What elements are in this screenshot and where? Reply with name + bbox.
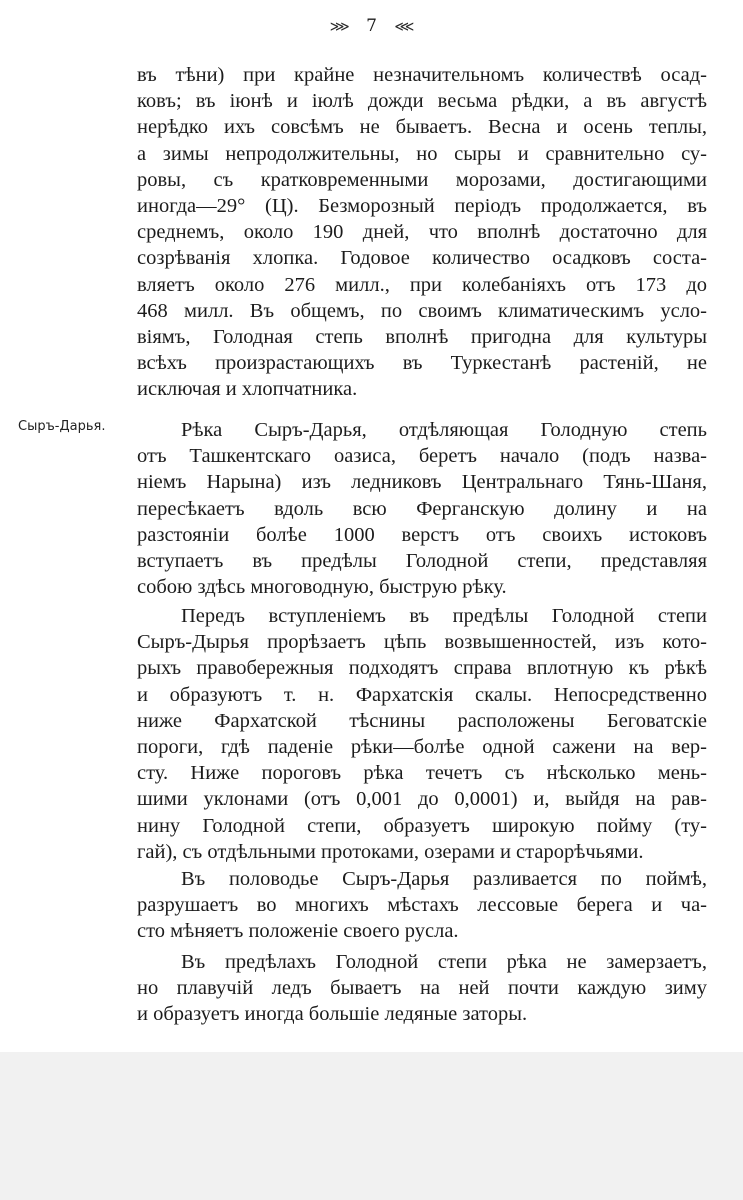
text-line: иногда—29° (Ц). Безморозный періодъ продолжается, въ: [137, 195, 707, 218]
paragraph-farkhat-rapids: [137, 603, 707, 865]
text-line: разрушаетъ во многихъ мѣстахъ лессовые берега и ча-: [137, 894, 707, 917]
ornament-right: ⋘: [394, 19, 414, 35]
paragraph-syr-darya-source: [137, 417, 707, 600]
paragraph-climate: [137, 62, 707, 403]
paragraph-ice: [137, 949, 707, 1028]
text-line: собою здѣсь многоводную, быструю рѣку.: [137, 576, 507, 599]
text-line: пороги, гдѣ паденіе рѣки—болѣе одной сажени на вер-: [137, 736, 707, 759]
text-line: шими уклонами (отъ 0,001 до 0,0001) и, выйдя на рав-: [137, 788, 707, 811]
text-line: Въ предѣлахъ Голодной степи рѣка не замерзаетъ,: [181, 951, 707, 973]
text-line: віямъ, Голодная степь вполнѣ пригодна для культуры: [137, 326, 707, 349]
text-line: всѣхъ произрастающихъ въ Туркестанѣ растеній, не: [137, 352, 707, 375]
text-line: вступаетъ въ предѣлы Голодной степи, представляя: [137, 550, 707, 573]
text-line: Рѣка Сыръ-Дарья, отдѣляющая Голодную степь: [181, 419, 707, 441]
text-line: Въ половодье Сыръ-Дарья разливается по поймѣ,: [181, 868, 707, 890]
text-line: пересѣкаетъ вдоль всю Ферганскую долину и на: [137, 497, 707, 520]
text-line: ниже Фархатской тѣснины расположены Беговатскіе: [137, 709, 707, 732]
page-number: 7: [366, 16, 377, 36]
text-line: среднемъ, около 190 дней, что вполнѣ достаточно для: [137, 221, 707, 244]
text-line: Сыръ-Дырья прорѣзаетъ цѣпь возвышенностей, изъ кото-: [137, 631, 707, 654]
text-line: гай), съ отдѣльными протоками, озерами и старорѣчьями.: [137, 840, 644, 863]
text-line: разстояніи болѣе 1000 верстъ отъ своихъ истоковъ: [137, 523, 707, 546]
text-line: исключая и хлопчатника.: [137, 378, 358, 401]
text-line: рыхъ правобережныя подходятъ справа вплотную къ рѣкѣ: [137, 657, 707, 680]
text-line: ровы, съ кратковременными морозами, достигающими: [137, 168, 707, 191]
text-line: ніемъ Нарына) изъ ледниковъ Центральнаго Тянь-Шаня,: [137, 471, 707, 494]
text-line: Передъ вступленіемъ въ предѣлы Голодной степи: [181, 605, 707, 627]
text-line: вляетъ около 276 милл., при колебаніяхъ отъ 173 до: [137, 273, 707, 296]
text-line: 468 милл. Въ общемъ, по своимъ климатическимъ усло-: [137, 299, 707, 322]
paragraph-flood: [137, 866, 707, 945]
text-line: отъ Ташкентскаго оазиса, беретъ начало (подъ назва-: [137, 445, 707, 468]
text-line: сту. Ниже пороговъ рѣка течетъ съ нѣсколько мень-: [137, 762, 707, 785]
page-header: [0, 14, 743, 39]
text-line: и образуетъ иногда большіе ледяные заторы.: [137, 1003, 528, 1026]
text-line: въ тѣни) при крайне незначительномъ количествѣ осад-: [137, 64, 707, 86]
text-line: сто мѣняетъ положеніе своего русла.: [137, 920, 459, 943]
text-line: а зимы непродолжительны, но сыры и сравнительно су-: [137, 142, 707, 165]
ornament-left: ⋙: [329, 19, 349, 35]
text-line: но плавучій ледъ бываетъ на ней почти каждую зиму: [137, 977, 707, 1000]
text-line: и образуютъ т. н. Фархатскія скалы. Непосредственно: [137, 683, 707, 706]
text-line: нерѣдко ихъ совсѣмъ не бываетъ. Весна и осень теплы,: [137, 116, 707, 139]
text-line: нину Голодной степи, образуетъ широкую пойму (ту-: [137, 814, 707, 837]
text-line: созрѣванія хлопка. Годовое количество осадковъ соста-: [137, 247, 707, 270]
text-line: ковъ; въ іюнѣ и іюлѣ дожди весьма рѣдки, а въ августѣ: [137, 90, 707, 113]
margin-note: Сыръ-Дарья.: [18, 419, 106, 434]
